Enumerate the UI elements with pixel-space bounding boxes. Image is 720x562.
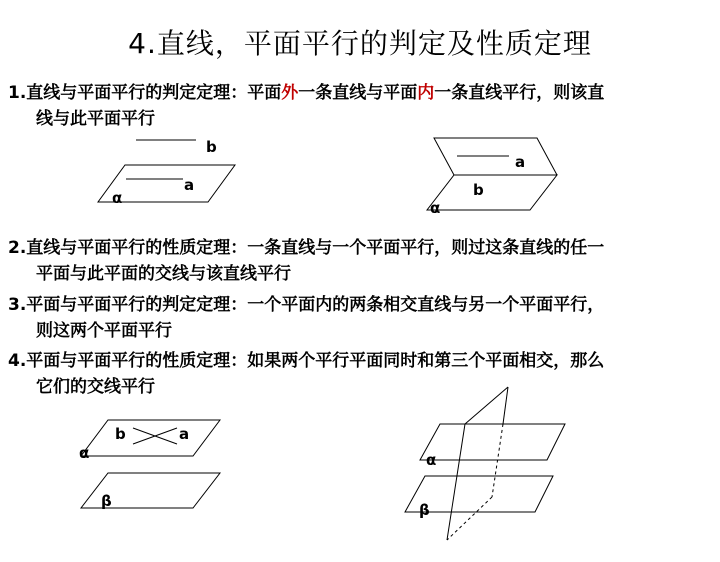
page-title: 4.直线，平面平行的判定及性质定理 [128,27,592,60]
plane-alpha [420,424,565,460]
theorem-4-line-2: 它们的交线平行 [36,377,155,397]
label-alpha: α [430,199,441,217]
theorem-1-highlight-outside: 外 [281,83,299,103]
theorem-1-line-2: 线与此平面平行 [36,109,155,129]
cutting-plane-bottom-edge-hidden [447,497,492,540]
label-alpha: α [426,451,437,469]
theorem-2-line-2: 平面与此平面的交线与该直线平行 [36,264,291,284]
label-beta: β [419,501,430,519]
cutting-plane-left-edge [447,424,465,540]
plane-alpha [427,175,557,210]
cutting-plane-top-edge [465,387,508,424]
theorem-1-text-b: 一条直线与平面 [298,83,418,103]
figure-line-plane-property [412,130,552,220]
label-alpha: α [79,444,90,462]
theorem-2 [8,235,712,287]
label-a: a [179,425,190,443]
label-b: b [206,138,217,156]
figure-line-parallel-plane [80,130,240,210]
label-beta: β [101,492,112,510]
label-alpha: α [112,189,123,207]
label-a: a [184,176,195,194]
theorem-1-line-1 [8,80,712,106]
theorem-3 [8,292,712,344]
theorem-1 [8,80,712,132]
theorem-1-highlight-inside: 内 [417,83,435,103]
label-b: b [473,181,484,199]
theorem-4-line-1: 4.平面与平面平行的性质定理：如果两个平行平面同时和第三个平面相交，那么 [8,351,605,371]
theorem-4 [8,348,712,400]
figure-plane-parallel-property [385,382,565,542]
theorem-1-text-c: 一条直线平行，则该直 [434,83,605,103]
theorem-3-line-2: 则这两个平面平行 [36,321,172,341]
theorem-2-line-1: 2.直线与平面平行的性质定理：一条直线与一个平面平行，则过这条直线的任一 [8,238,605,258]
cutting-plane-right-edge-top [503,387,508,424]
theorem-3-line-1: 3.平面与平面平行的判定定理：一个平面内的两条相交直线与另一个平面平行， [8,295,605,315]
theorem-1-text-a: 1.直线与平面平行的判定定理：平面 [8,83,282,103]
label-a: a [515,153,526,171]
label-b: b [115,425,126,443]
figure-plane-parallel-criterion [75,418,225,528]
